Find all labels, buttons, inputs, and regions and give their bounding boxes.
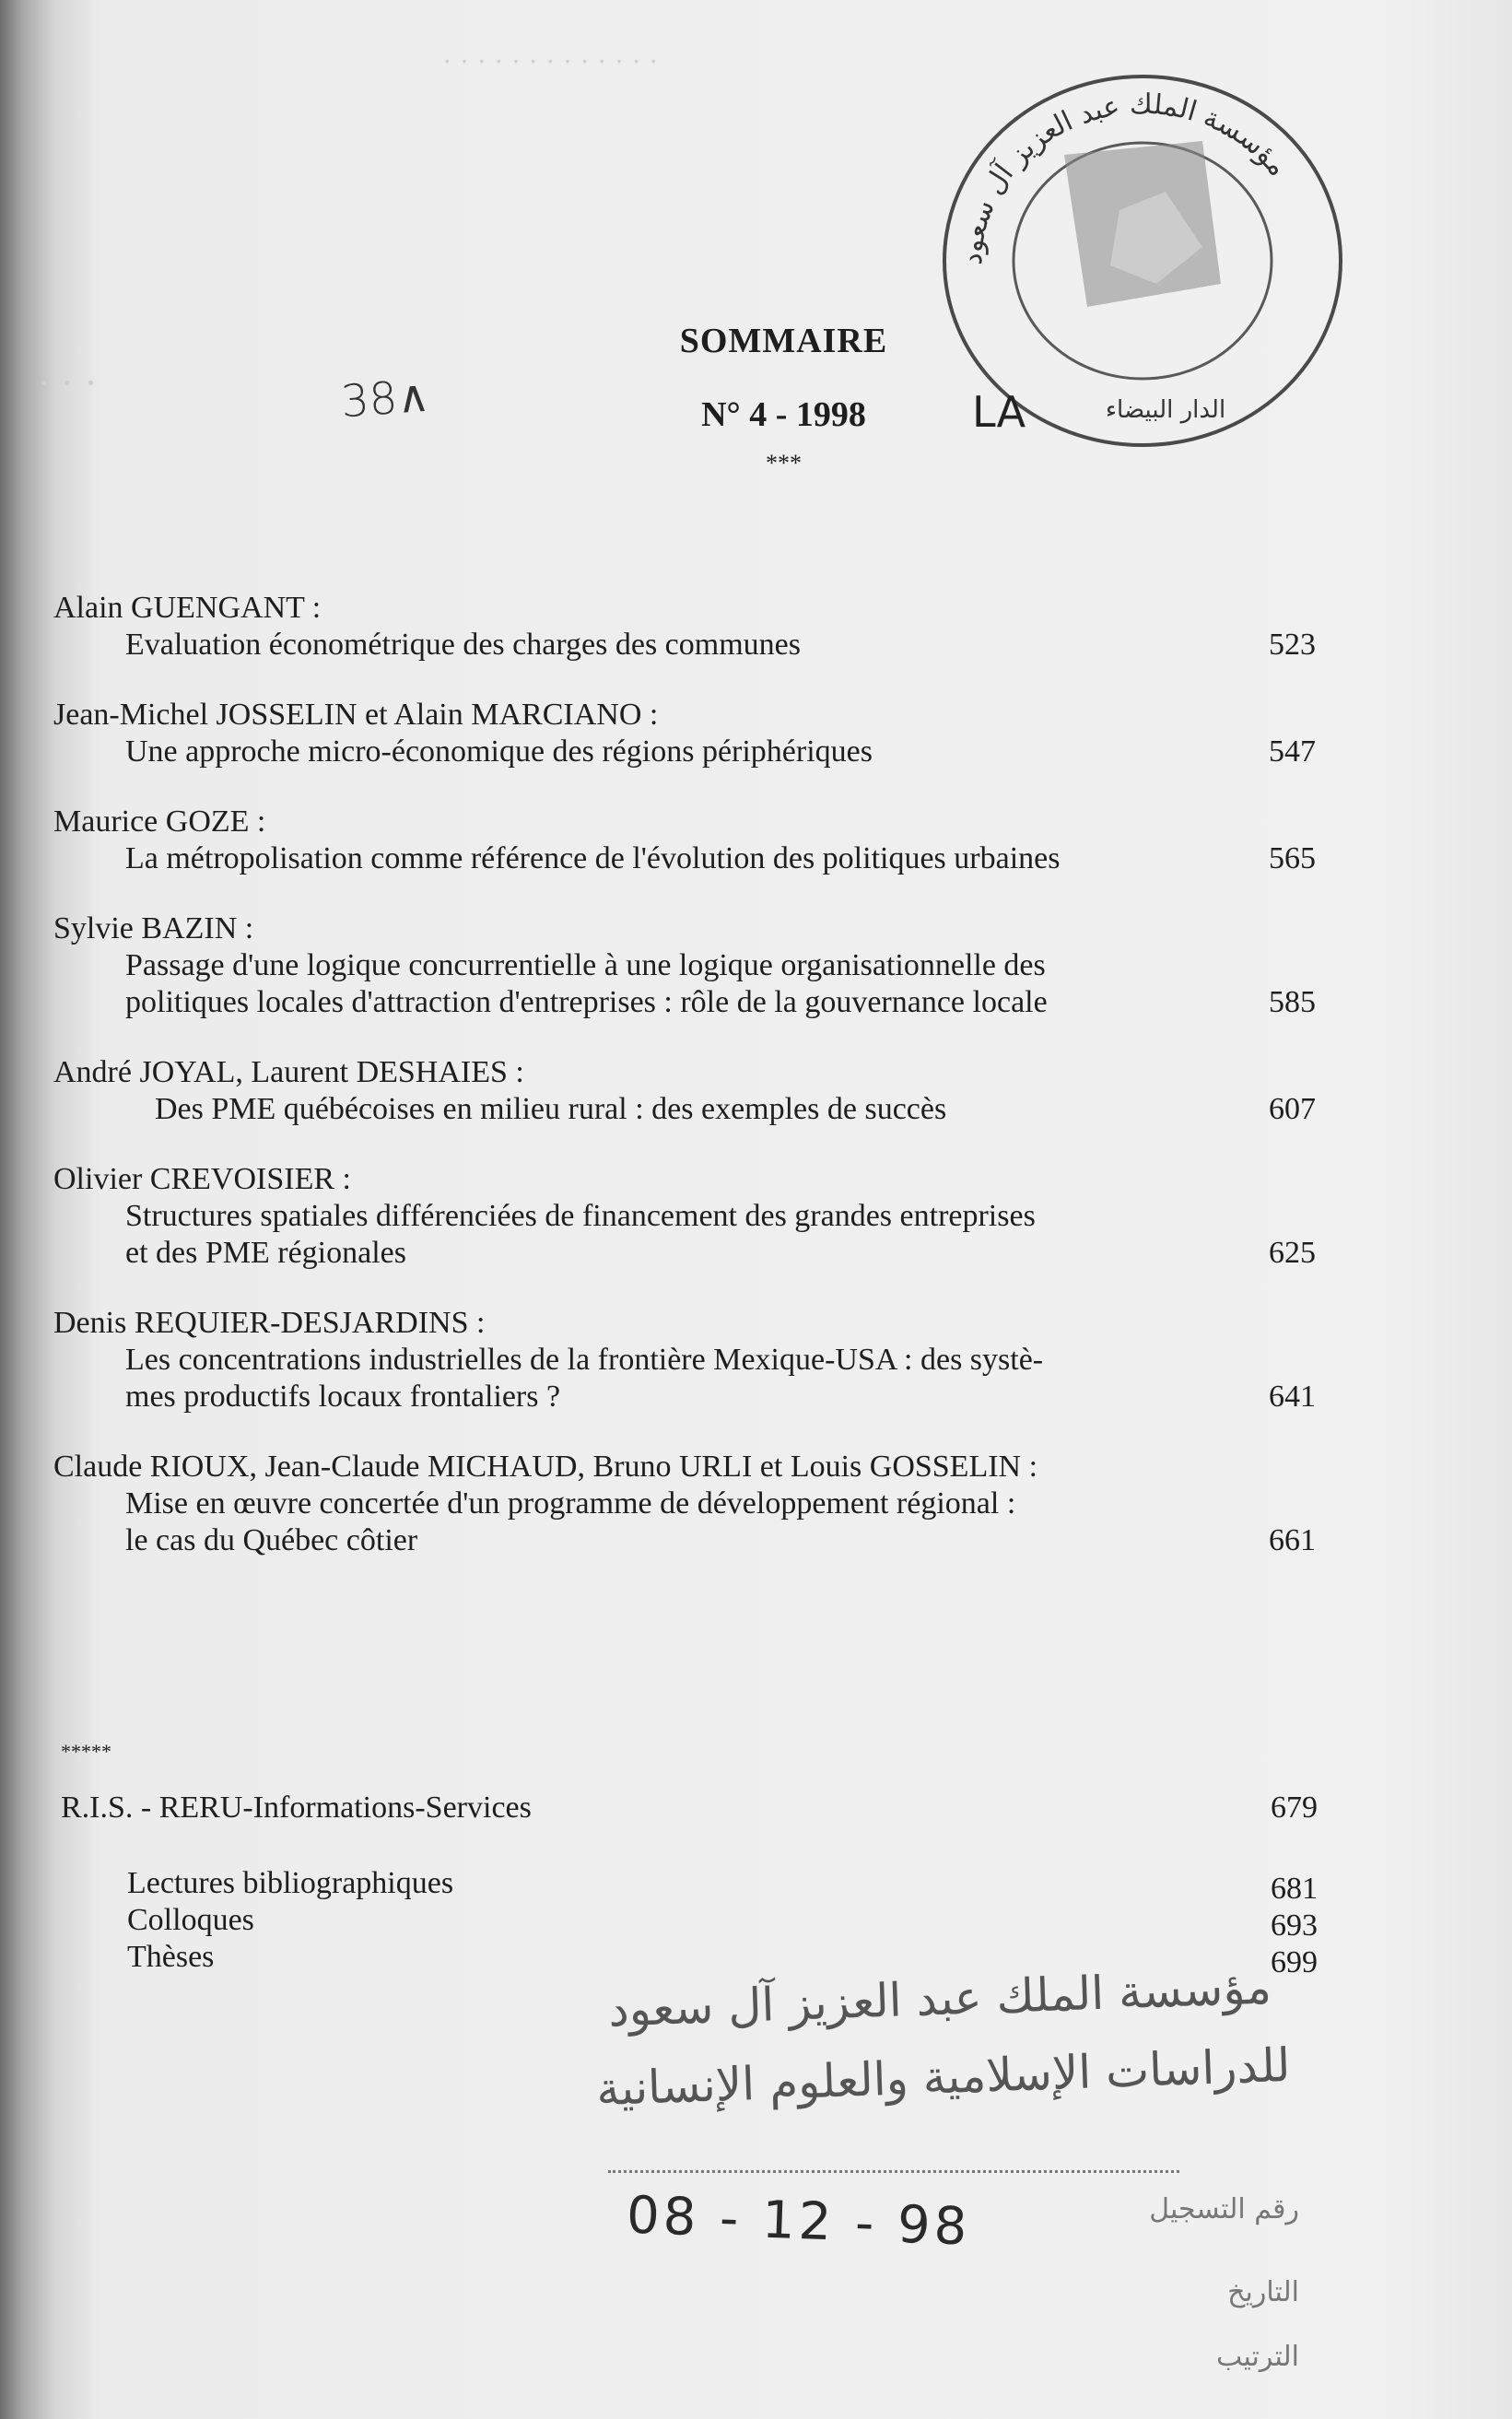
entry-title-line: Mise en œuvre concertée d'un programme de développement régional : bbox=[125, 1486, 1016, 1521]
header-stars: *** bbox=[766, 450, 802, 476]
entry-page: 565 bbox=[1269, 841, 1316, 875]
table-of-contents bbox=[53, 590, 1316, 1592]
sub-item-page: 699 bbox=[1271, 1945, 1318, 1979]
toc-entry bbox=[53, 1449, 1316, 1559]
registration-stamp bbox=[571, 1960, 1308, 2387]
entry-page: 641 bbox=[1269, 1380, 1316, 1414]
toc-entry bbox=[53, 590, 1316, 663]
entry-page: 523 bbox=[1269, 628, 1316, 662]
entry-title-line: Les concentrations industrielles de la frontière Mexique-USA : des systè- bbox=[125, 1343, 1044, 1377]
handwritten-number: 38∧ bbox=[339, 370, 432, 429]
list-item bbox=[127, 1865, 1318, 1906]
entry-title-line: Evaluation économétrique des charges des communes bbox=[125, 628, 801, 662]
issue-number: N° 4 - 1998 bbox=[701, 395, 866, 434]
registration-line-2: للدراسات الإسلامية والعلوم الإنسانية bbox=[594, 2037, 1291, 2117]
entry-title-line: La métropolisation comme référence de l'évolution des politiques urbaines bbox=[125, 841, 1061, 875]
library-stamp bbox=[926, 53, 1359, 459]
entry-authors: Alain GUENGANT : bbox=[53, 591, 322, 625]
toc-entry bbox=[53, 804, 1316, 877]
toc-entry bbox=[53, 1305, 1316, 1415]
ris-label: R.I.S. - RERU-Informations-Services bbox=[61, 1791, 532, 1825]
section-separator: ***** bbox=[61, 1740, 111, 1763]
list-item bbox=[127, 1902, 1318, 1943]
registration-label-class: الترتيب bbox=[1216, 2341, 1299, 2373]
entry-title-line: politiques locales d'attraction d'entreprises : rôle de la gouvernance locale bbox=[125, 985, 1048, 1019]
stamp-text: مؤسسة الملك عبد العزيز آل سعود bbox=[955, 88, 1295, 266]
sub-item-page: 681 bbox=[1271, 1872, 1318, 1906]
entry-title-line: le cas du Québec côtier bbox=[125, 1523, 418, 1557]
entry-title-line: et des PME régionales bbox=[125, 1236, 406, 1270]
entry-page: 661 bbox=[1269, 1523, 1316, 1557]
ris-section bbox=[61, 1790, 1318, 1826]
entry-title-line: Des PME québécoises en milieu rural : des exemples de succès bbox=[155, 1092, 947, 1126]
entry-authors: Denis REQUIER-DESJARDINS : bbox=[53, 1306, 486, 1340]
registration-line-1: مؤسسة الملك عبد العزيز آل سعود bbox=[607, 1960, 1272, 2037]
toc-entry bbox=[53, 910, 1316, 1021]
entry-title-line: mes productifs locaux frontaliers ? bbox=[125, 1380, 561, 1414]
entry-page: 585 bbox=[1269, 985, 1316, 1019]
registration-dotted-line bbox=[608, 2170, 1179, 2173]
entry-authors: Olivier CREVOISIER : bbox=[53, 1162, 351, 1196]
entry-authors: Sylvie BAZIN : bbox=[53, 911, 254, 945]
entry-authors: Claude RIOUX, Jean-Claude MICHAUD, Bruno URLI et Louis GOSSELIN : bbox=[53, 1450, 1038, 1484]
entry-title-line: Une approche micro-économique des régions périphériques bbox=[125, 734, 873, 769]
page-title: SOMMAIRE bbox=[679, 322, 888, 360]
sub-item-label: Thèses bbox=[127, 1940, 215, 1974]
toc-entry bbox=[53, 697, 1316, 770]
registration-date: 08 - 12 - 98 bbox=[625, 2185, 972, 2258]
entry-authors: André JOYAL, Laurent DESHAIES : bbox=[53, 1055, 524, 1089]
toc-entry bbox=[53, 1054, 1316, 1128]
registration-label-date: التاريخ bbox=[1227, 2276, 1299, 2308]
bleed-through-text: · · · · · · · · · · · · · bbox=[442, 44, 659, 77]
sub-item-label: Colloques bbox=[127, 1903, 254, 1937]
entry-page: 625 bbox=[1269, 1236, 1316, 1270]
stamp-initials: LA bbox=[972, 387, 1026, 437]
ris-sub-list bbox=[127, 1865, 1318, 1979]
entry-authors: Maurice GOZE : bbox=[53, 804, 266, 839]
entry-page: 547 bbox=[1269, 734, 1316, 769]
sub-item-page: 693 bbox=[1271, 1908, 1318, 1943]
registration-label-number: رقم التسجيل bbox=[1149, 2193, 1299, 2225]
bleed-through-text: · · · bbox=[37, 360, 98, 405]
toc-entry bbox=[53, 1161, 1316, 1272]
entry-title-line: Structures spatiales différenciées de financement des grandes entreprises bbox=[125, 1199, 1036, 1233]
entry-authors: Jean-Michel JOSSELIN et Alain MARCIANO : bbox=[53, 698, 659, 732]
sub-item-label: Lectures bibliographiques bbox=[127, 1866, 454, 1900]
entry-title-line: Passage d'une logique concurrentielle à une logique organisationnelle des bbox=[125, 948, 1046, 982]
stamp-city: الدار البيضاء bbox=[1105, 396, 1226, 424]
entry-page: 607 bbox=[1269, 1092, 1316, 1126]
ris-page: 679 bbox=[1271, 1791, 1318, 1825]
